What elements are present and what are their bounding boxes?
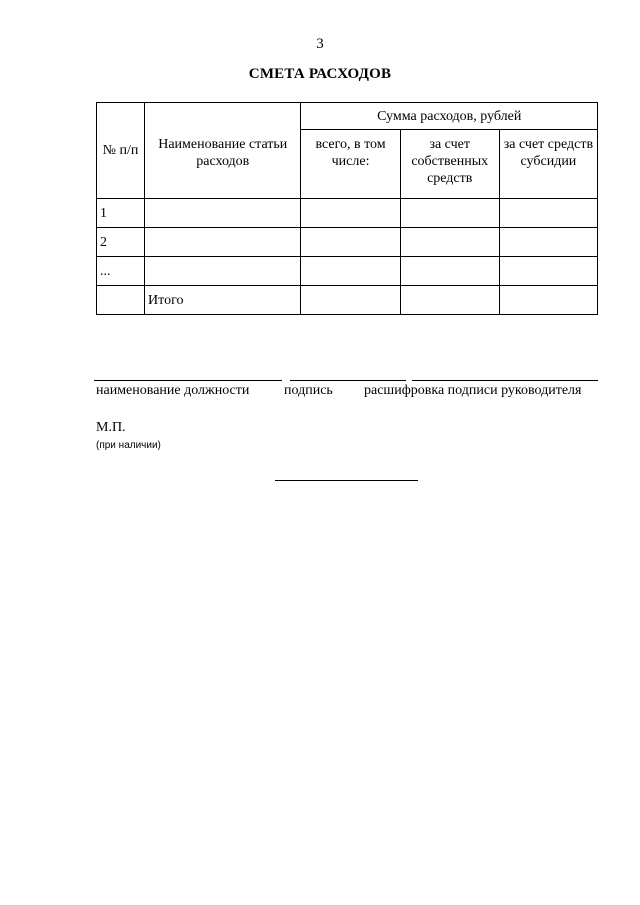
- row-number: 2: [97, 228, 145, 257]
- header-subsidy-funds: за счет средств субсидии: [499, 130, 597, 199]
- row-subsidy: [499, 199, 597, 228]
- row-total: [301, 286, 400, 315]
- stamp-note: (при наличии): [96, 440, 161, 451]
- table-row: [97, 257, 598, 286]
- row-own: [400, 257, 499, 286]
- row-total: [301, 257, 400, 286]
- row-item-name: [145, 199, 301, 228]
- row-own: [400, 228, 499, 257]
- row-number: [97, 286, 145, 315]
- row-item-name: Итого: [145, 286, 301, 315]
- row-total: [301, 228, 400, 257]
- row-subsidy: [499, 257, 597, 286]
- row-number: 1: [97, 199, 145, 228]
- header-number: № п/п: [97, 103, 145, 199]
- row-subsidy: [499, 228, 597, 257]
- row-subsidy: [499, 286, 597, 315]
- row-item-name: [145, 257, 301, 286]
- table-row: [97, 228, 598, 257]
- end-divider-line: [275, 480, 418, 481]
- row-total: [301, 199, 400, 228]
- header-total: всего, в том числе:: [301, 130, 400, 199]
- expense-estimate-table: [96, 102, 598, 315]
- row-item-name: [145, 228, 301, 257]
- row-own: [400, 199, 499, 228]
- stamp-label: М.П.: [96, 420, 126, 435]
- row-own: [400, 286, 499, 315]
- header-own-funds: за счет собственных средств: [400, 130, 499, 199]
- table-row-total: [97, 286, 598, 315]
- header-expense-sum: Сумма расходов, рублей: [301, 103, 598, 130]
- name-caption: расшифровка подписи руководителя: [364, 383, 582, 398]
- header-item-name: Наименование статьи расходов: [145, 103, 301, 199]
- page-number: 3: [316, 36, 324, 52]
- name-signature-line: [412, 380, 598, 381]
- signature-line: [290, 380, 406, 381]
- row-number: ...: [97, 257, 145, 286]
- position-signature-line: [94, 380, 282, 381]
- position-caption: наименование должности: [96, 383, 250, 398]
- document-title: СМЕТА РАСХОДОВ: [248, 66, 392, 82]
- table-row: [97, 199, 598, 228]
- signature-caption: подпись: [284, 383, 333, 398]
